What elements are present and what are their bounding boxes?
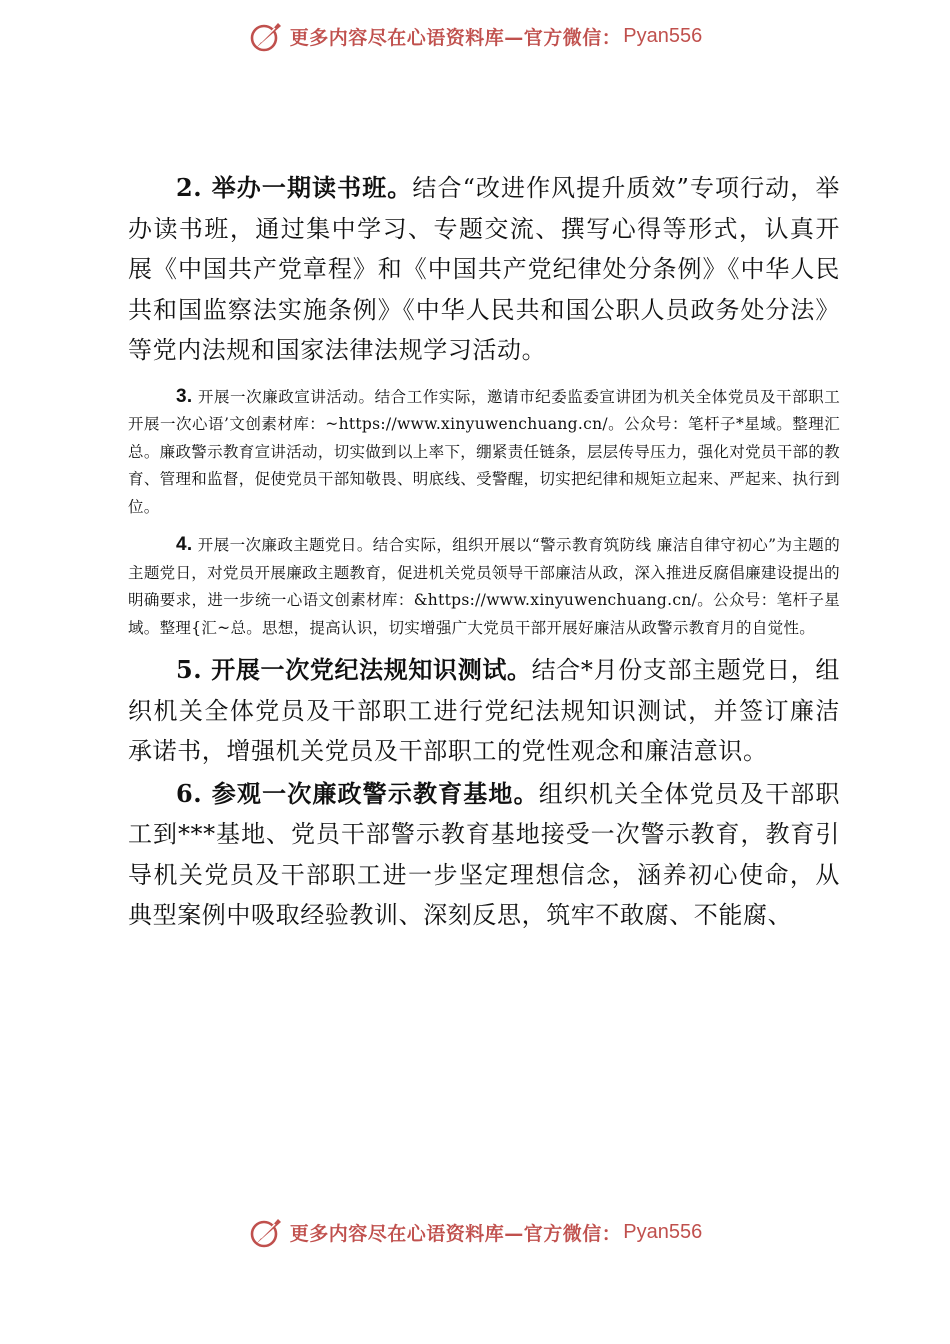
paragraph-4-body: 开展一次廉政主题党日。结合实际，组织开展以“警示教育筑防线 廉洁自律守初心”为主题的主题党日，对党员开展廉政主题教育，促进机关党员领导干部廉洁从政，深入推进反腐倡廉建设提出的明确要求，进一步统一心语文创素材库：&https://www.xinyuwenchuang.cn/。公众号：笔杆子星域。整理{汇~总。思想，提高认识，切实增强广大党员干部开展好廉洁从政警示教育月的自觉性。 <box>128 536 840 637</box>
paragraph-5-body: 结合*月份支部主题党日，组织机关全体党员及干部职工进行党纪法规知识测试，并签订廉洁承诺书，增强机关党员及干部职工的党性观念和廉洁意识。 <box>128 656 840 765</box>
paragraph-6-body: 组织机关全体党员及干部职工到***基地、党员干部警示教育基地接受一次警示教育，教育引导机关党员及干部职工进一步坚定理想信念，涵养初心使命，从典型案例中吸取经验教训、深刻反思，筑牢不敢腐、不能腐、 <box>128 779 840 929</box>
paragraph-5-lead: 5. 开展一次党纪法规知识测试。 <box>176 655 532 684</box>
quill-logo-icon <box>248 18 284 54</box>
footer-banner-text: 更多内容尽在心语资料库—官方微信： <box>289 1222 622 1245</box>
quill-logo-icon <box>248 1214 284 1250</box>
paragraph-2-body: 结合“改进作风提升质效”专项行动，举办读书班，通过集中学习、专题交流、撰写心得等形式，认真开展《中国共产党章程》和《中国共产党纪律处分条例》《中华人民共和国监察法实施条例》《中华人民共和国公职人员政务处分法》等党内法规和国家法律法规学习活动。 <box>128 174 840 364</box>
paragraph-3-body: 开展一次廉政宣讲活动。结合工作实际，邀请市纪委监委宣讲团为机关全体党员及干部职工开展一次心语’文创素材库：~https://www.xinyuwenchuang.cn/。公众号：笔杆子*星域。整理汇总。廉政警示教育宣讲活动，切实做到以上率下，绷紧责任链条，层层传导压力，强化对党员干部的教育、管理和监督，促使党员干部知敬畏、明底线、受警醒，切实把纪律和规矩立起来、严起来、执行到位。 <box>128 387 840 516</box>
banner-wechat-id: Pyan556 <box>623 24 703 47</box>
paragraph-2-lead: 2. 举办一期读书班。 <box>176 173 413 202</box>
banner-text: 更多内容尽在心语资料库—官方微信： <box>289 26 622 49</box>
paragraph-4 <box>128 531 840 642</box>
paragraph-6-lead: 6. 参观一次廉政警示教育基地。 <box>176 778 539 808</box>
paragraph-5 <box>128 650 840 772</box>
paragraph-4-number: 4. <box>176 534 193 555</box>
document-body <box>128 168 840 936</box>
header-banner <box>0 16 950 56</box>
paragraph-3-number: 3. <box>176 385 193 407</box>
footer-banner <box>0 1212 950 1252</box>
footer-banner-wechat-id: Pyan556 <box>623 1220 703 1243</box>
paragraph-2 <box>128 168 840 371</box>
paragraph-6 <box>128 774 840 936</box>
paragraph-3 <box>128 383 840 522</box>
